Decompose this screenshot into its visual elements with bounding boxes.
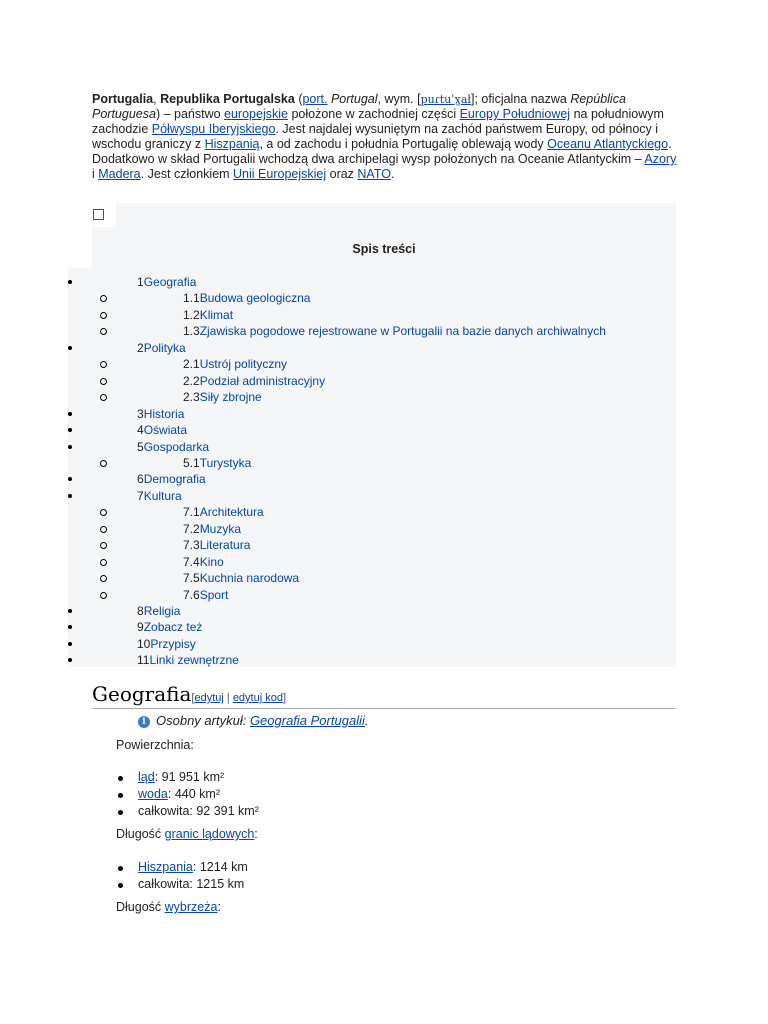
toc-bullet [68,428,72,432]
list-item-text: : 1214 km [192,860,248,874]
toc-item[interactable] [137,603,180,619]
list-item-link[interactable]: ląd [138,770,155,784]
toc-item[interactable] [137,471,206,487]
toc-number: 5.1 [183,456,200,470]
list-item-link[interactable]: woda [138,787,168,801]
toc-bullet [68,346,72,350]
toc-item[interactable] [137,619,202,635]
italic-text: República Portuguesa [92,92,626,121]
text: oraz [326,167,358,181]
list-item-text: : 440 km² [167,787,220,801]
toc-sub-bullet [100,394,107,401]
italic-text: Portugal [327,92,378,106]
toc-link[interactable]: Oświata [143,423,188,437]
toc-sub-bullet [100,460,107,467]
toc-link[interactable]: Zobacz też [143,620,203,634]
list-item-link[interactable]: Hiszpania [138,860,193,874]
toc-number: 1.1 [183,291,200,305]
heading-text: Geografia [92,682,192,706]
area-label: Powierzchnia: [116,738,194,752]
toc-item[interactable] [183,373,325,389]
toc-number: 7.4 [183,555,200,569]
section-heading-geografia [92,682,676,709]
link-hiszpania[interactable]: Hiszpanią [204,137,260,151]
toc-bullet [68,280,72,284]
intro-paragraph [92,92,682,182]
text: : [217,900,221,914]
edit-code-link[interactable]: edytuj kod [232,692,283,704]
toc-number: 2.2 [183,374,200,388]
link-europejskie[interactable]: europejskie [224,107,288,121]
toc-number: 5 [137,440,144,454]
toc-number: 6 [137,472,144,486]
toc-link[interactable]: Muzyka [199,522,242,536]
list-bullet [118,810,123,815]
list-bullet [118,866,123,871]
toc-sub-bullet [100,575,107,582]
toc-number: 2 [137,341,144,355]
toc-link[interactable]: Religia [143,604,181,618]
toc-link[interactable]: Ustrój polityczny [199,357,288,371]
toc-link[interactable]: Przypisy [150,637,196,651]
text: . [390,167,395,181]
toc-number: 10 [137,637,151,651]
border-label [116,827,258,841]
toc-sub-bullet [100,328,107,335]
toc-link[interactable]: Gospodarka [143,440,210,454]
note-prefix: Osobny artykuł: [156,713,250,728]
toc-link[interactable]: Demografia [143,472,206,486]
toc-sub-bullet [100,361,107,368]
list-item [138,804,259,818]
link-geografia-portugalii[interactable]: Geografia Portugalii [249,713,365,728]
text: . Jest najdalej wysuniętym na zachód państwem Europy, od północy i wschodu graniczy z [92,122,659,151]
toc-item[interactable] [183,356,287,372]
toc-sub-bullet [100,559,107,566]
toc-item[interactable] [137,406,184,422]
toc-sub-bullet [100,312,107,319]
toc-link[interactable]: Zjawiska pogodowe rejestrowane w Portugalii na bazie danych archiwalnych [199,324,606,338]
toc-sub-bullet [100,295,107,302]
toc-number: 11 [137,653,150,667]
toc-link[interactable]: Historia [143,407,185,421]
toc-link[interactable]: Literatura [199,538,251,552]
list-item [138,770,224,784]
link-unii[interactable]: Unii Europejskiej [233,167,327,181]
toc-bullet [68,609,72,613]
toc-item[interactable] [137,422,187,438]
toc-bullet [68,658,72,662]
toc-link[interactable]: Kuchnia narodowa [199,571,300,585]
list-bullet [118,793,123,798]
text: . Jest członkiem [140,167,234,181]
list-bullet [118,776,123,781]
text: na południowym zachodzie [92,107,664,136]
list-item-text: całkowita: 1215 km [138,877,245,891]
toc-item[interactable] [137,340,186,356]
toc-item[interactable] [183,389,262,405]
text: Długość [116,827,165,841]
link-oceanu[interactable]: Oceanu Atlantyckiego [547,137,669,151]
link-azory[interactable]: Azory [644,152,677,166]
toc-strip [68,268,92,667]
link-granic[interactable]: granic lądowych [164,827,255,841]
ipa-link[interactable]: puɾtuˈɣał [420,93,471,106]
bracket: ] [282,692,287,704]
toc-link[interactable]: Klimat [199,308,234,322]
note-suffix: . [364,713,369,728]
toc-sub-bullet [100,526,107,533]
toc-sub-bullet [100,592,107,599]
toc-item[interactable] [183,290,310,306]
toc-item[interactable] [183,570,299,586]
toc-sub-bullet [100,378,107,385]
text: i [92,167,99,181]
text: , [153,92,161,106]
edit-links [191,692,286,704]
toc-item[interactable] [137,636,196,652]
toc-bullet [68,412,72,416]
text: ) – państwo [155,107,225,121]
toc-item[interactable] [183,521,241,537]
text: Długość [116,900,165,914]
toc-link[interactable]: Architektura [199,505,264,519]
list-item [138,860,248,874]
toc-link[interactable]: Polityka [143,341,186,355]
toc-link[interactable]: Siły zbrojne [199,390,262,404]
toc-link[interactable]: Sport [199,588,229,602]
link-europy-poludniowej[interactable]: Europy Południowej [459,107,571,121]
toc-bullet [68,494,72,498]
toc-item[interactable] [137,274,196,290]
toc-number: 9 [137,620,144,634]
link-nato[interactable]: NATO [357,167,391,181]
toc-sub-bullet [100,542,107,549]
toc-number: 7.2 [183,522,200,536]
text: ]; oficjalna nazwa [470,92,571,106]
toc-bullet [68,625,72,629]
toc-number: 4 [137,423,144,437]
toc-link[interactable]: Podział administracyjny [199,374,326,388]
toc-toggle-checkbox[interactable] [93,209,104,220]
link-wybrzeza[interactable]: wybrzeża [164,900,218,914]
toc-item[interactable] [137,488,182,504]
toc-number: 3 [137,407,144,421]
toc-number: 1 [137,275,144,289]
text: , a od zachodu i południa Portugalię oblewają wody [259,137,548,151]
toc-item[interactable] [137,652,239,668]
toc-item[interactable] [183,554,224,570]
info-icon: i [138,716,150,728]
toc-number: 2.3 [183,390,200,404]
toc-link[interactable]: Kultura [143,489,182,503]
toc-number: 2.1 [183,357,200,371]
toc-link[interactable]: Turystyka [199,456,252,470]
text: ( [294,92,303,106]
toc-number: 7.3 [183,538,200,552]
toc-bullet [68,642,72,646]
toc-number: 8 [137,604,144,618]
toc-bullet [68,445,72,449]
link-madera[interactable]: Madera [98,167,141,181]
list-item [138,787,220,801]
link-polwyspu[interactable]: Półwyspu Iberyjskiego [151,122,276,136]
text: . Dodatkowo w skład Portugalii wchodzą dwa archipelagi wysp położonych na Oceanie Atlantyckim – [92,137,672,166]
toc-number: 7.6 [183,588,200,602]
list-item-text: całkowita: 92 391 km² [138,804,259,818]
edit-link[interactable]: edytuj [194,692,224,704]
toc-sub-bullet [100,509,107,516]
toc-item[interactable] [183,504,264,520]
text: : [254,827,258,841]
bracket: [ [191,692,195,704]
list-bullet [118,883,123,888]
main-article-note [138,713,368,728]
coast-label [116,900,221,914]
toc-bullet [68,477,72,481]
toc-link[interactable]: Geografia [143,275,197,289]
official-name-bold: Republika Portugalska [160,92,295,106]
separator: | [223,692,233,704]
toc-item[interactable] [183,307,233,323]
toc-item[interactable] [183,323,606,339]
toc-item[interactable] [137,439,209,455]
toc-number: 7.1 [183,505,200,519]
list-item-text: : 91 951 km² [154,770,225,784]
text: , wym. [ [377,92,421,106]
toc-item[interactable] [183,455,251,471]
toc-title: Spis treści [352,242,416,256]
toc-number: 1.3 [183,324,200,338]
toc-link[interactable]: Budowa geologiczna [199,291,311,305]
toc-number: 1.2 [183,308,200,322]
toc-link[interactable]: Kino [199,555,224,569]
toc-item[interactable] [183,537,250,553]
list-item [138,877,244,891]
toc-number: 7.5 [183,571,200,585]
text: położone w zachodniej części [287,107,460,121]
link-port[interactable]: port. [302,92,328,106]
toc-number: 7 [137,489,144,503]
toc-link[interactable]: Linki zewnętrzne [149,653,239,667]
title-bold: Portugalia [92,92,154,106]
toc-item[interactable] [183,587,228,603]
